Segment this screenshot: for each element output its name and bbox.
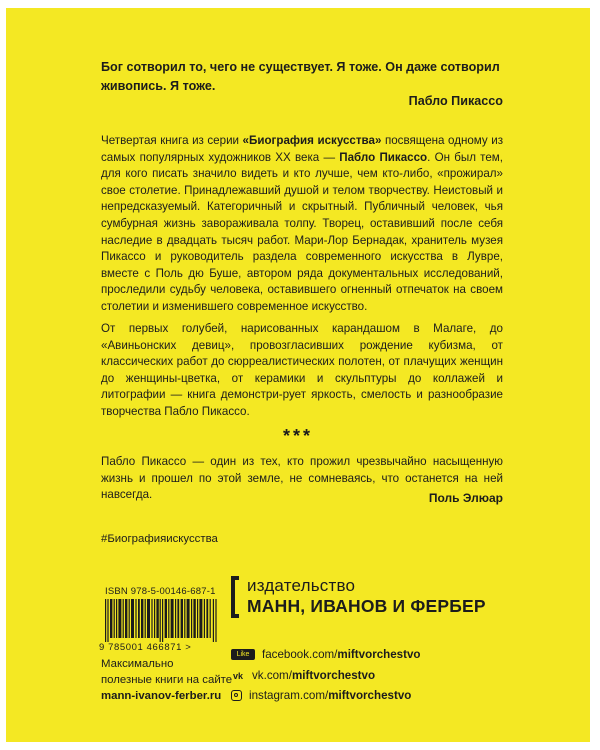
section-separator: *** — [282, 426, 313, 446]
vk-icon: vk — [232, 670, 243, 681]
epigraph-text: Бог сотворил то, чего не существует. Я тоже. Он даже сотворил живопись. Я тоже. — [101, 60, 500, 93]
publisher-website-link[interactable]: mann-ivanov-ferber.ru — [101, 690, 222, 702]
description-paragraph-1: Четвертая книга из серии «Биография искусства» посвящена одному из самых популярных художников XX века — Пабло Пикассо. Он был тем, для кого писать значило видеть и кто лучше, чем кто-либо, «прожирал» свое столетие. Принадлежавший душой и телом творчеству. Неистовый и непредсказуемый. Категоричный и скрытный. Публичный человек, чья сумбурная жизнь завораживала толпу. Творец, оставивший после себя наследие в двадцать тысяч работ. Мари-Лор Бернадак, хранитель музея Пикассо и руководитель раздела современного искусства в Лувре, вместе с Поль дю Буше, автором ряда документальных исследований, проследили судьбу человека, оставившего огненный отпечаток на своем столетии и изменившего современное искусство. — [101, 134, 504, 313]
book-back-cover — [6, 8, 590, 742]
social-link-vk[interactable]: vk vk.com/ miftvorchestvo — [232, 669, 376, 682]
artist-name: Пабло Пикассо — [339, 150, 428, 164]
social-link-instagram[interactable]: instagram.com/ miftvorchestvo — [231, 689, 411, 702]
barcode-digits: 9 785001 466871 > — [99, 642, 192, 653]
publisher-name: МАНН, ИВАНОВ И ФЕРБЕР — [247, 596, 486, 616]
social-link-facebook[interactable]: Like facebook.com/ miftvorchestvo — [231, 648, 421, 661]
publisher-label: издательство — [247, 576, 356, 595]
bracket-icon — [231, 576, 239, 618]
epigraph-author: Пабло Пикассо — [408, 94, 503, 108]
hashtag: #Биографияискусства — [101, 533, 218, 545]
promo-line-1: Максимально — [101, 658, 174, 670]
closing-quote-author: Поль Элюар — [428, 491, 503, 505]
closing-quote: Пабло Пикассо — один из тех, кто прожил чрезвычайно насыщенную жизнь и прошел по этой земле, не сомневаясь, что останется на ней навсегда. — [101, 455, 503, 502]
barcode-icon — [105, 599, 217, 642]
series-name: «Биография искусства» — [242, 134, 382, 147]
promo-block — [101, 656, 232, 704]
promo-line-2: полезные книги на сайте — [101, 674, 233, 686]
description-paragraph-2: От первых голубей, нарисованных карандашом в Малаге, до «Авиньонских девиц», провозгласивших рождение кубизма, от классических работ до сюрреалистических полотен, от плачущих женщин до женщины-цветка, от керамики и скульптуры до коллажей и литографии — книга демонстри-рует яркость, смелость и разнообразие творчества Пабло Пикассо. — [101, 322, 503, 418]
like-icon: Like — [231, 649, 255, 660]
instagram-icon — [231, 690, 242, 701]
isbn-text: ISBN 978-5-00146-687-1 — [105, 586, 216, 597]
